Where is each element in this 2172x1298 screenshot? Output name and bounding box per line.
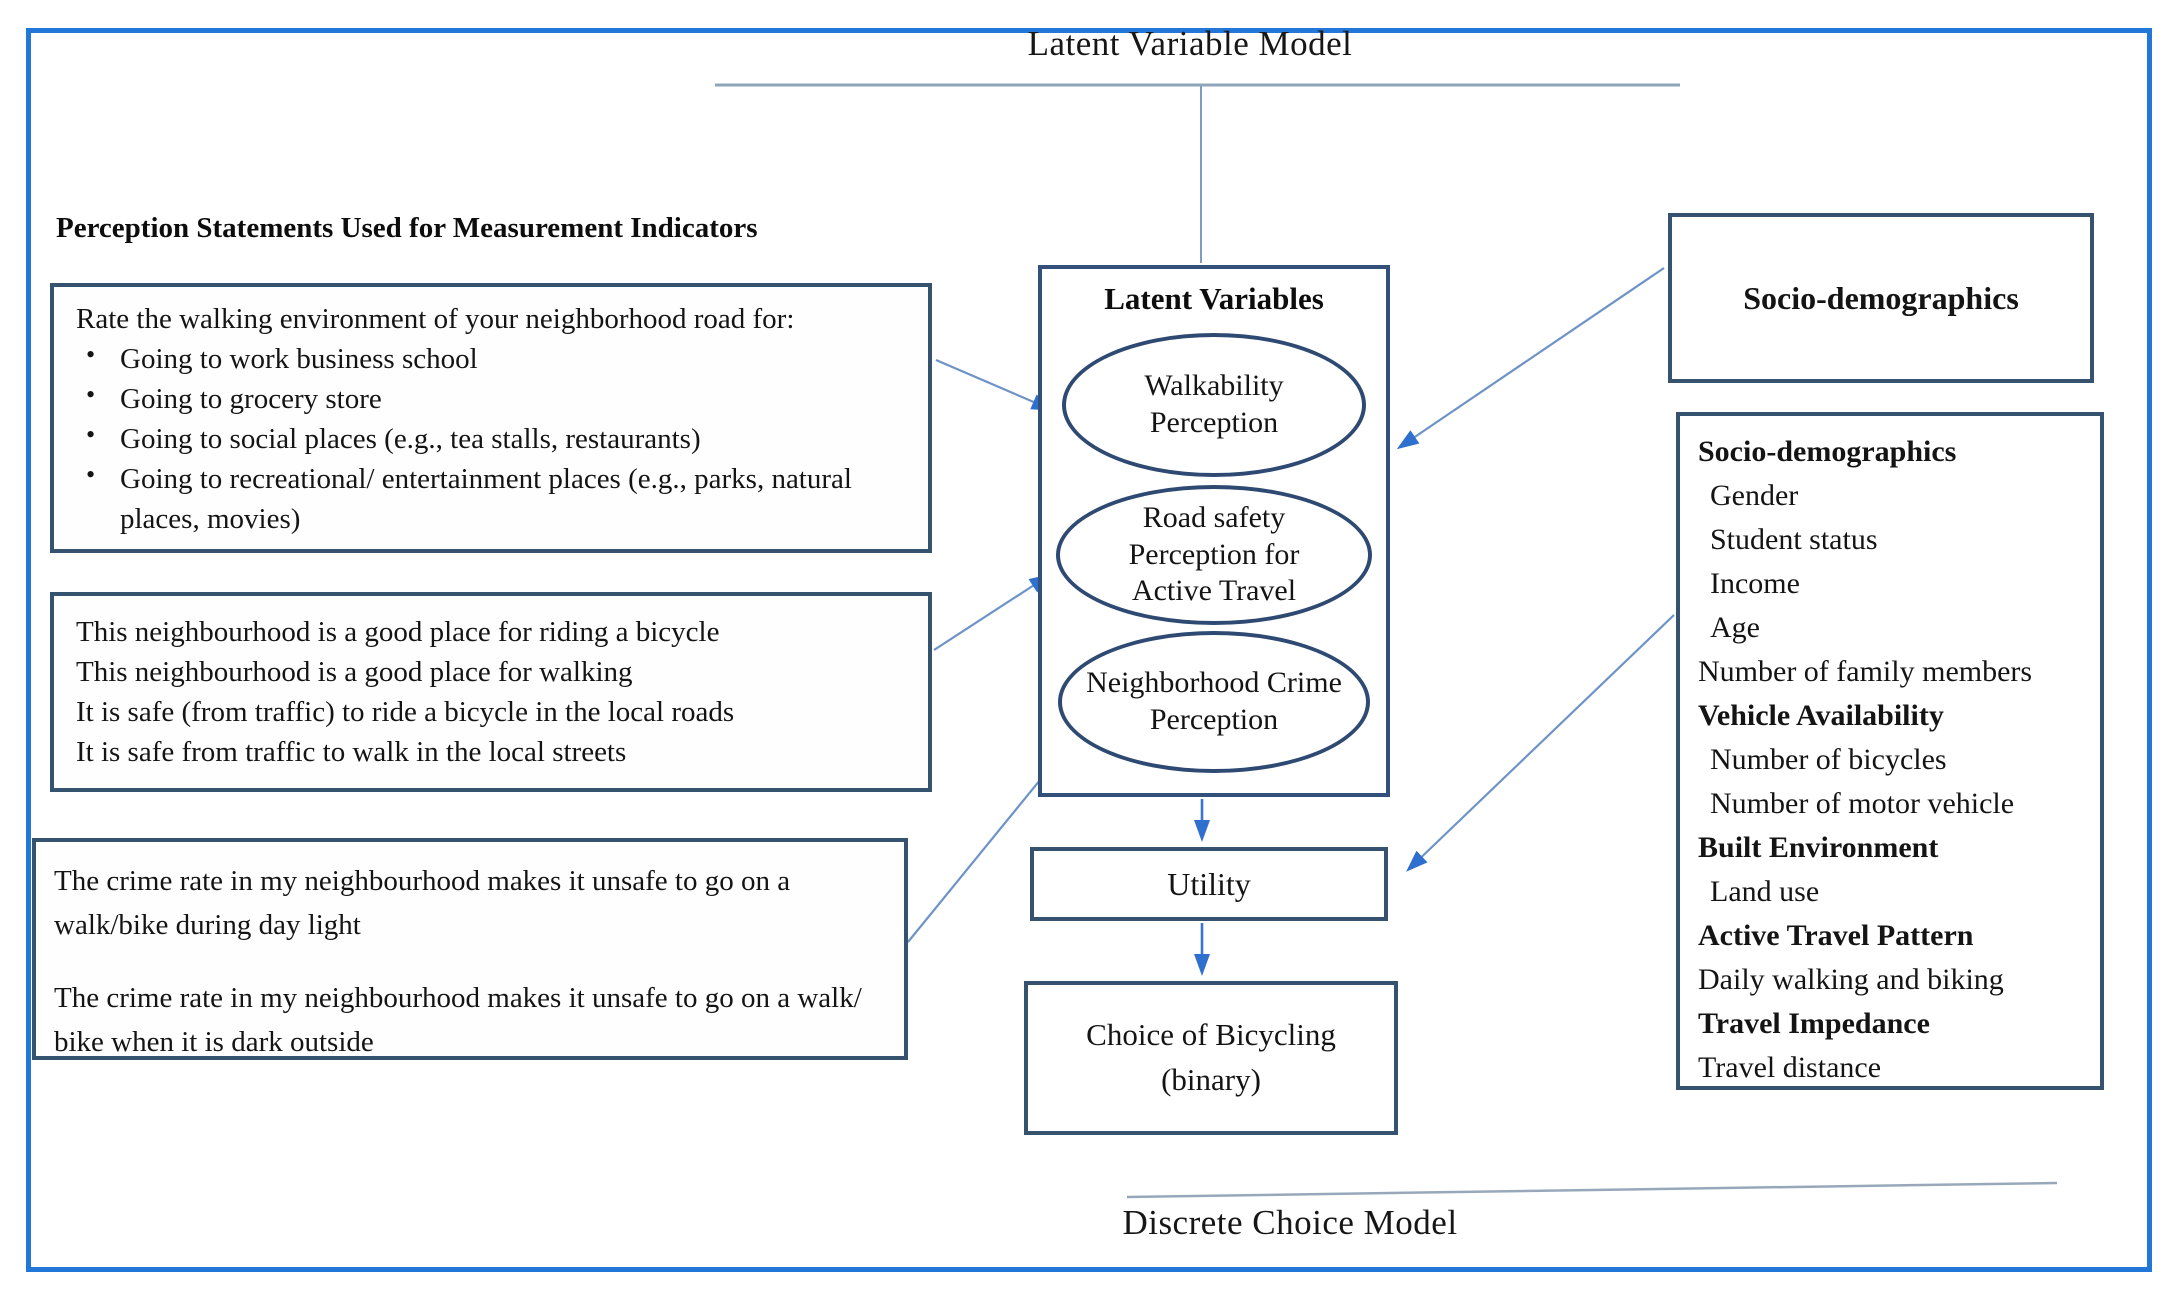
utility-box bbox=[1030, 847, 1388, 921]
choice-label bbox=[1086, 1013, 1336, 1103]
statement-line: This neighbourhood is a good place for riding a bicycle bbox=[76, 616, 720, 648]
statement-line: This neighbourhood is a good place for walking bbox=[76, 656, 633, 689]
attr-item: Travel distance bbox=[1698, 1051, 1882, 1084]
statement-bullet: • Going to social places (e.g., tea stalls, restaurants) bbox=[72, 419, 914, 459]
attr-item: Daily walking and biking bbox=[1698, 963, 2004, 996]
road-safety-perception-ellipse bbox=[1056, 485, 1372, 625]
statement-bullet: • Going to recreational/ entertainment places (e.g., parks, natural places, movies) bbox=[72, 459, 914, 539]
statement-paragraph: The crime rate in my neighbourhood makes it unsafe to go on a walk/bike during day light bbox=[54, 865, 791, 941]
attr-section-header: Vehicle Availability bbox=[1698, 699, 1944, 732]
attr-item: Land use bbox=[1710, 875, 1820, 908]
statement-intro: Rate the walking environment of your neighborhood road for: bbox=[76, 303, 795, 335]
statement-line: It is safe from traffic to walk in the local streets bbox=[76, 736, 627, 769]
statement-bullet: • Going to grocery store bbox=[72, 379, 914, 419]
explanatory-attributes-box bbox=[1676, 412, 2104, 1090]
statement-line: It is safe (from traffic) to ride a bicycle in the local roads bbox=[76, 696, 735, 729]
attr-section-header: Socio-demographics bbox=[1698, 435, 1957, 468]
neighborhood-crime-perception-ellipse bbox=[1058, 631, 1370, 773]
discrete-choice-model-label: Discrete Choice Model bbox=[1122, 1203, 1458, 1242]
ellipse-label: Walkability Perception bbox=[1144, 369, 1284, 439]
choice-label-line2: (binary) bbox=[1161, 1062, 1261, 1097]
attr-section-header: Active Travel Pattern bbox=[1698, 919, 1974, 952]
latent-variables-title: Latent Variables bbox=[1104, 281, 1324, 316]
attr-section-header: Built Environment bbox=[1698, 831, 1939, 864]
attr-item: Number of motor vehicle bbox=[1710, 787, 2015, 820]
choice-label-line1: Choice of Bicycling bbox=[1086, 1017, 1336, 1053]
latent-variables-box bbox=[1038, 265, 1390, 797]
attr-item: Number of family members bbox=[1698, 655, 2033, 688]
attr-item: Student status bbox=[1710, 523, 1878, 556]
choice-of-bicycling-box bbox=[1024, 981, 1398, 1135]
road-safety-statements-box bbox=[50, 592, 932, 792]
perception-statements-heading: Perception Statements Used for Measurement Indicators bbox=[56, 212, 758, 244]
ellipse-label: Road safety Perception for Active Travel bbox=[1128, 501, 1300, 608]
attr-item: Number of bicycles bbox=[1710, 743, 1947, 776]
crime-statements-box bbox=[32, 838, 908, 1060]
walking-environment-statements-box bbox=[50, 283, 932, 553]
statement-paragraph: The crime rate in my neighbourhood makes it unsafe to go on a walk/ bike when it is dark outside bbox=[54, 982, 862, 1058]
socio-demographics-label: Socio-demographics bbox=[1743, 279, 2019, 316]
attr-item: Gender bbox=[1710, 479, 1799, 512]
attr-item: Age bbox=[1710, 611, 1760, 644]
attr-item: Income bbox=[1710, 567, 1800, 600]
latent-variable-model-label: Latent Variable Model bbox=[1027, 24, 1353, 63]
utility-label: Utility bbox=[1167, 865, 1251, 902]
statement-bullet: • Going to work business school bbox=[72, 339, 914, 379]
attr-section-header: Travel Impedance bbox=[1698, 1007, 1930, 1040]
socio-demographics-box bbox=[1668, 213, 2094, 383]
ellipse-label: Neighborhood Crime Perception bbox=[1086, 666, 1342, 736]
walkability-perception-ellipse bbox=[1062, 333, 1366, 477]
